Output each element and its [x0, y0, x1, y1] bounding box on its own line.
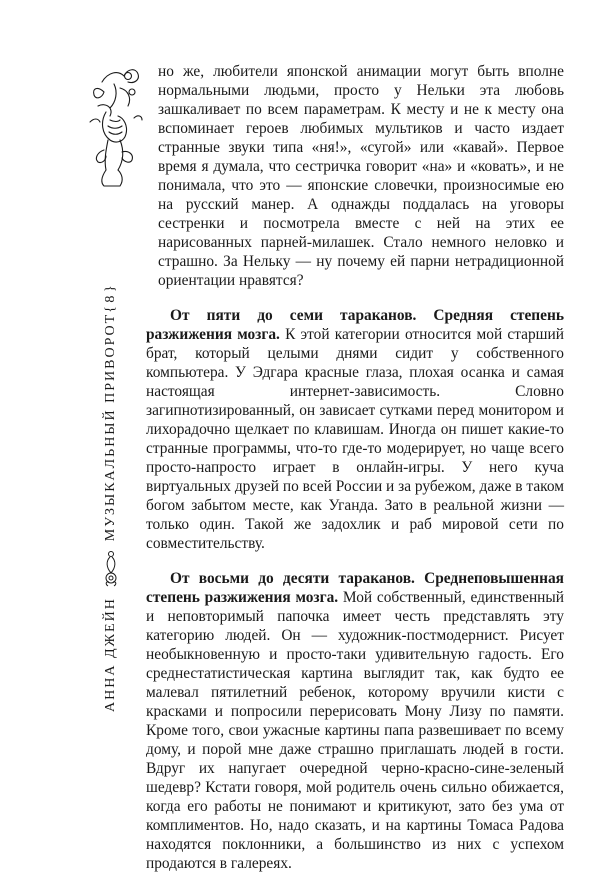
paragraph-2-heading: От пяти до семи тараканов. Средняя степень разжижения мозга. — [146, 307, 564, 343]
running-header — [96, 285, 126, 712]
book-title: МУЗЫКАЛЬНЫЙ ПРИВОРОТ — [103, 312, 118, 542]
paragraph-3-text: Мой собственный, единственный и неповторимый папочка имеет честь представлять эту категорию людей. Он — художник-постмодернист. Рисует необыкновенную и просто-таки удивительную гадость. Его среднестатистическая картина выглядит так, как будто ее малевал пятилетний ребенок, которому вручили кисти с красками и попросили перерисовать Мону Лизу по памяти. Кроме того, свои ужасные картины папа развешивает по всему дому, и порой мне даже страшно приглашать людей в гости. Вдруг их напугает очередной черно-красно-сине-зеленый шедевр? Кстати говоря, мой родитель очень сильно обижается, когда его работы не понимают и критикуют, зато без ума от комплиментов. Но, надо сказать, и на картины Томаса Радова находятся поклонники, а большинство из них с успехом продаются в галереях. — [146, 589, 564, 872]
paragraph-2-text: К этой категории относится мой старший брат, который целыми днями сидит у собственного компьютера. У Эдгара красные глаза, плохая осанка и самая настоящая интернет-зависимость. Словно загипнотизированный, он зависает сутками перед монитором и лихорадочно щелкает по клавишам. Иногда он пишет какие-то странные программы, что-то где-то модерирует, но чаще всего просто-напросто играет в онлайн-игры. У него куча виртуальных друзей по всей России и за рубежом, даже в таком богом забытом месте, как Уганда. Зато в реальной жизни — только один. Такой же задохлик и раб мировой сети по совместительству. — [146, 326, 564, 552]
page-number: 8 — [103, 295, 118, 303]
page-body — [146, 62, 564, 873]
running-header-author-group — [102, 313, 120, 712]
paragraph-3-heading: От восьми до десяти тараканов. Среднеповышенная степень разжижения мозга. — [146, 570, 564, 606]
paragraph-3 — [146, 569, 564, 873]
flower-ornament-icon — [102, 549, 120, 589]
paragraph-2 — [146, 306, 564, 553]
page-number-group: { 8 } — [103, 285, 118, 313]
hand-with-flowers-ornament — [84, 62, 146, 190]
paragraph-1: но же, любители японской анимации могут быть вполне нормальными людьми, просто у Нельки эта любовь зашкаливает по всем параметрам. К месту и не к месту она вспоминает героев любимых мультиков и часто издает странные звуки типа «ня!», «сугой» или «кавай». Первое время я думала, что сестричка говорит «на» и «ковать», и не понимала, что это — японские словечки, произносимые ею на русский манер. А однажды поддалась на уговоры сестренки и посмотрела вместе с ней на этих ее нарисованных парней-милашек. Стало немного неловко и страшно. За Нельку — ну почему ей парни нетрадиционной ориентации нравятся? — [158, 63, 564, 289]
author-name: АННА ДЖЕЙН — [103, 597, 118, 712]
